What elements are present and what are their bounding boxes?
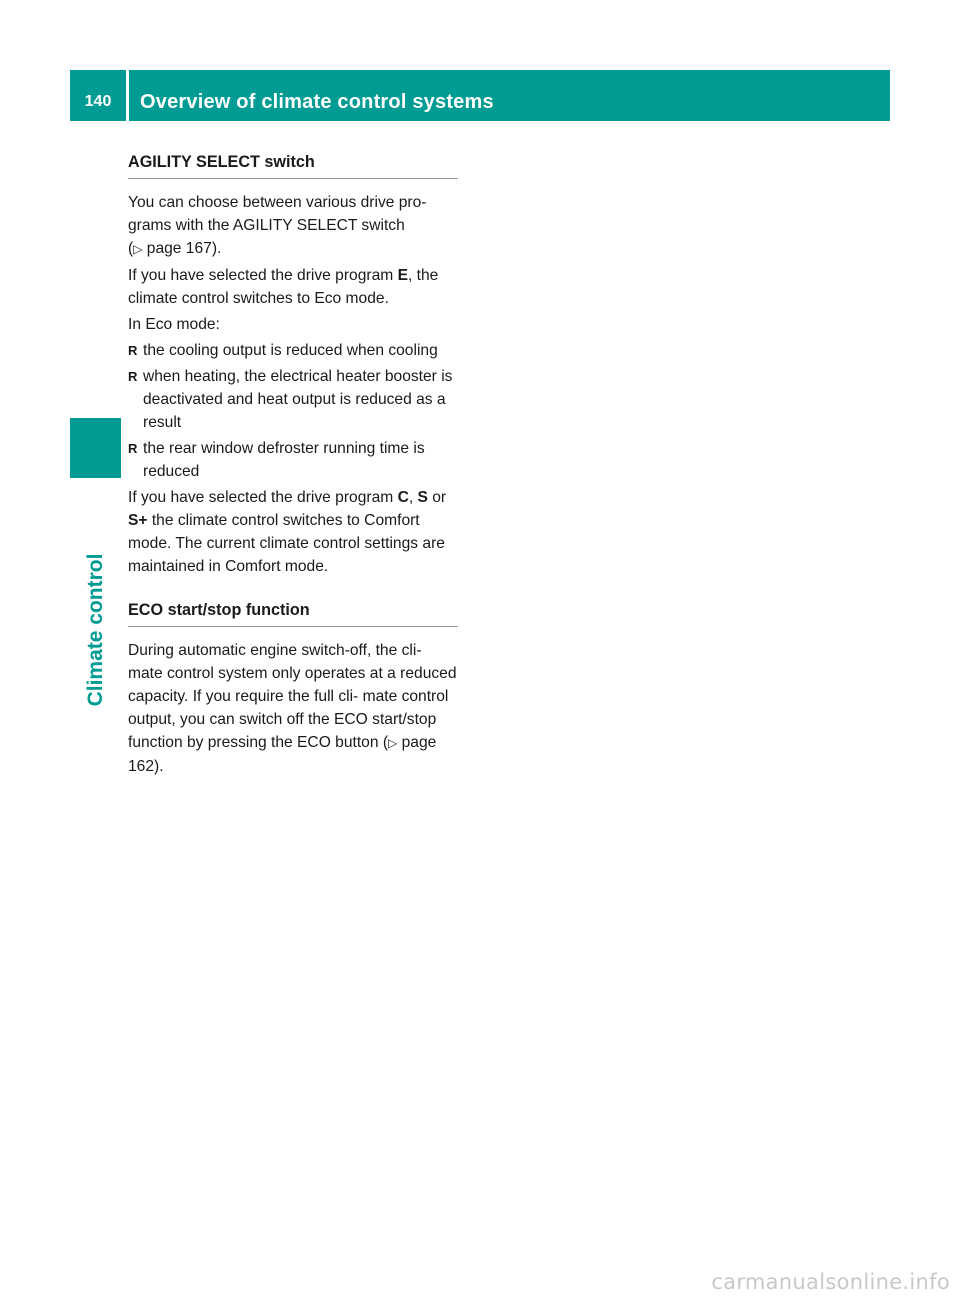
eco-mode-list bbox=[128, 339, 460, 483]
paragraph-drive-programs: You can choose between various drive pro- grams with the AGILITY SELECT switch (▷ page 167). bbox=[128, 194, 427, 257]
side-tab-label: Climate control bbox=[84, 553, 107, 707]
header-divider bbox=[126, 70, 129, 121]
list-item: R the rear window defroster running time is reduced bbox=[128, 437, 460, 483]
bullet-r-icon: R bbox=[128, 343, 138, 358]
paragraph-in-eco-mode: In Eco mode: bbox=[128, 316, 220, 333]
list-item: R when heating, the electrical heater booster is deactivated and heat output is reduced as a result bbox=[128, 365, 460, 434]
page-title: Overview of climate control systems bbox=[140, 91, 494, 113]
paragraph-eco-start-stop: During automatic engine switch-off, the cli- mate control system only operates at a reduced capacity. If you require the full cli- mate control output, you can switch off the ECO start/stop function by pressing the ECO button (▷ page 162). bbox=[128, 642, 457, 775]
triangle-right-icon: ▷ bbox=[388, 736, 398, 750]
watermark: carmanualsonline.info bbox=[711, 1270, 950, 1294]
main-content bbox=[128, 150, 460, 781]
section-heading-eco-start-stop: ECO start/stop function bbox=[128, 598, 458, 627]
triangle-right-icon: ▷ bbox=[133, 242, 143, 256]
list-item: R the cooling output is reduced when cooling bbox=[128, 339, 460, 362]
paragraph-eco-mode: If you have selected the drive program E, the climate control switches to Eco mode. bbox=[128, 267, 439, 307]
section-heading-agility: AGILITY SELECT switch bbox=[128, 150, 458, 179]
bullet-r-icon: R bbox=[128, 441, 138, 456]
paragraph-comfort-mode: If you have selected the drive program C, S or S+ the climate control switches to Comfort mode. The current climate control settings are maintained in Comfort mode. bbox=[128, 489, 447, 575]
side-tab-marker bbox=[70, 418, 121, 478]
page-number: 140 bbox=[84, 93, 112, 110]
page-reference-link[interactable]: page 167). bbox=[146, 240, 222, 257]
bullet-r-icon: R bbox=[128, 369, 138, 384]
page-reference-link[interactable]: page 162). bbox=[128, 734, 437, 775]
